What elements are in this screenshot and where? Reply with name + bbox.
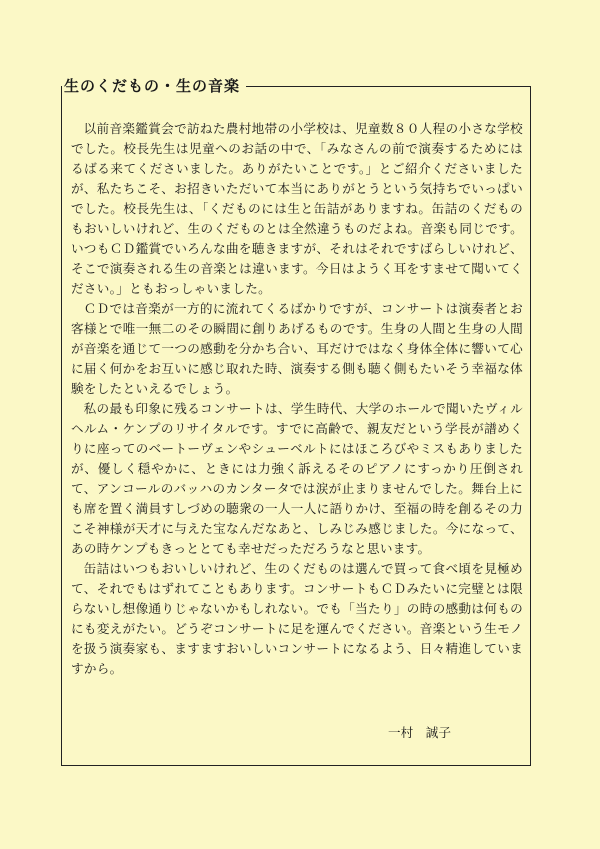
paragraph-4: 缶詰はいつもおいしいけれど、生のくだものは選んで買って食べ頃を見極めて、それでもはずれてこともあります。コンサートもＣＤみたいに完璧とは限らないし想像通りじゃないかもしれない。でも「当たり」の時の感動は何ものにも変えがたい。どうぞコンサートに足を運んでください。音楽という生モノを扱う演奏家も、ますますおいしいコンサートになるよう、日々精進していますから。 [71,561,523,676]
paragraph-1: 以前音楽鑑賞会で訪ねた農村地帯の小学校は、児童数８０人程の小さな学校でした。校長先生は児童へのお話の中で、「みなさんの前で演奏するためにはるばる来てくださいました。ありがたいことです。」とご紹介くださいましたが、私たちこそ、お招きいただいて本当にありがとうという気持ちでいっぱいでした。校長先生は、「くだものには生と缶詰がありますね。缶詰のくだものもおいしいけれど、生のくだものとは全然違うものだよね。音楽も同じです。いつもＣＤ鑑賞でいろんな曲を聴きますが、それはそれですばらしいけれど、そこで演奏される生の音楽とは違います。今日はようく耳をすませて聞いてください。」ともおっしゃいました。 [71,121,523,296]
paragraph-2: ＣＤでは音楽が一方的に流れてくるばかりですが、コンサートは演奏者とお客様とで唯一無二のその瞬間に創りあげるものです。生身の人間と生身の人間が音楽を通じて一つの感動を分かち合い、耳だけではなく身体全体に響いて心に届く何かをお互いに感じ取れた時、演奏する側も聴く側もたいそう幸福な体験をしたといえるでしょう。 [71,301,523,396]
paragraph-3: 私の最も印象に残るコンサートは、学生時代、大学のホールで聞いたヴィルヘルム・ケンプのリサイタルです。すでに高齢で、親友だという学長が譜めくりに座ってのベートーヴェンやシューベルトにはほころびやミスもありましたが、優しく穏やかに、ときには力強く訴えるそのピアノにすっかり圧倒されて、アンコールのバッハのカンタータでは涙が止まりませんでした。舞台上にも席を置く満員すしづめの聴衆の一人一人に語りかけ、至福の時を創るその力こそ神様が天才に与えた宝なんだなあと、しみじみ感じました。今になって、あの時ケンプもきっととても幸せだっただろうなと思います。 [71,401,523,556]
article-title: 生のくだもの・生の音楽 [62,76,246,96]
article-body [71,119,523,679]
author-signature: 一村 誠子 [388,725,451,740]
